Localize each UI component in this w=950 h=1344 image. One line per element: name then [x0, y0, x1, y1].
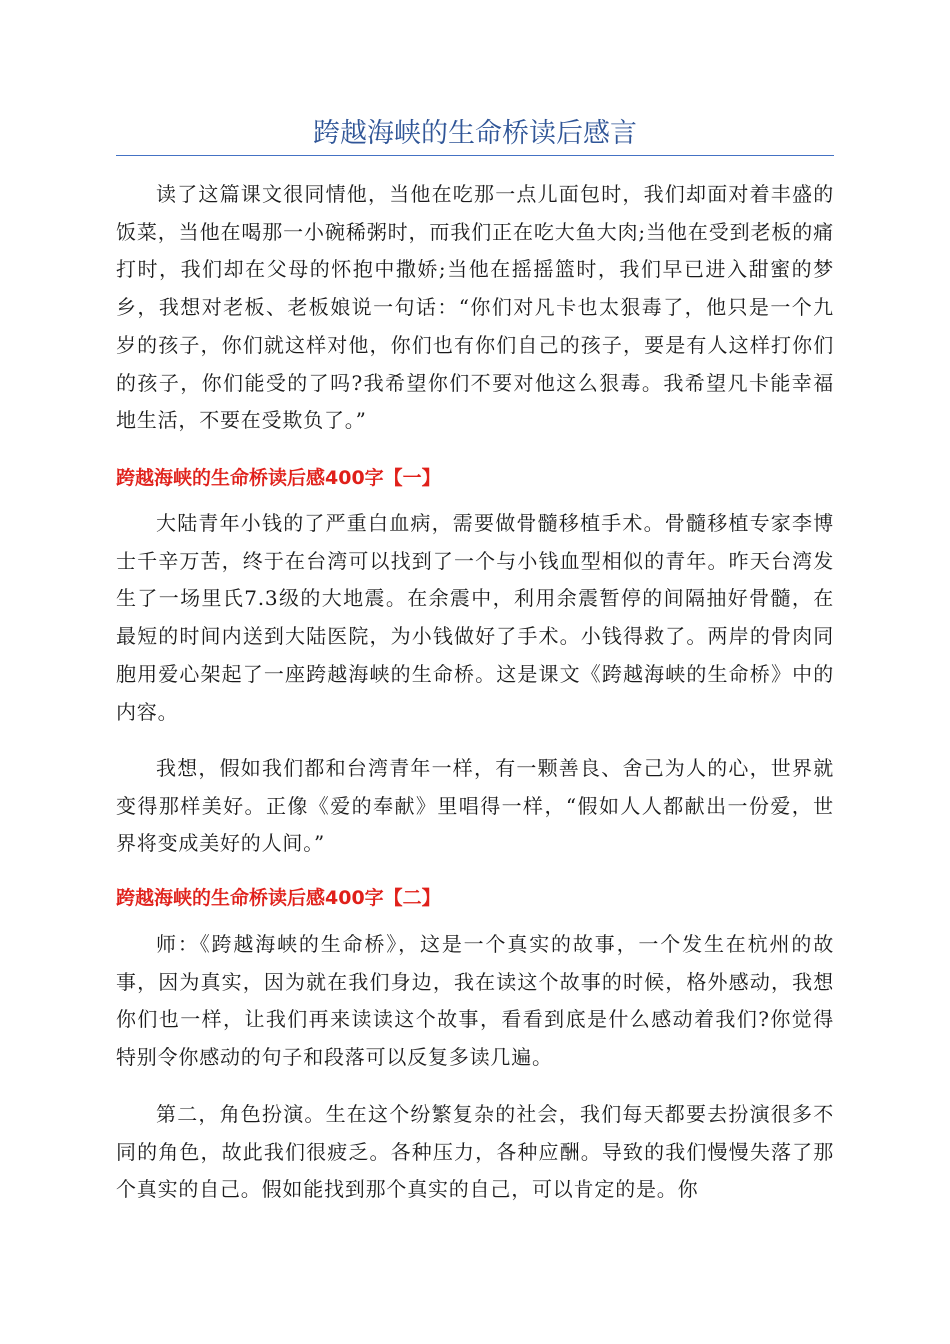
section-heading-1: 跨越海峡的生命桥读后感400字【一】 [116, 467, 441, 489]
section-1-paragraph-1: 大陆青年小钱的了严重白血病，需要做骨髓移植手术。骨髓移植专家李博士千辛万苦，终于在台湾可以找到了一个与小钱血型相似的青年。昨天台湾发生了一场里氏7.3级的大地震。在余震中，利用余震暂停的间隔抽好骨髓，在最短的时间内送到大陆医院，为小钱做好了手术。小钱得救了。两岸的骨肉同胞用爱心架起了一座跨越海峡的生命桥。这是课文《跨越海峡的生命桥》中的内容。 [116, 511, 834, 724]
section-heading-2: 跨越海峡的生命桥读后感400字【二】 [116, 887, 441, 909]
document-title: 跨越海峡的生命桥读后感言 [313, 118, 637, 149]
section-2-paragraph-2: 第二，角色扮演。生在这个纷繁复杂的社会，我们每天都要去扮演很多不同的角色，故此我们很疲乏。各种压力，各种应酬。导致的我们慢慢失落了那个真实的自己。假如能找到那个真实的自己，可以肯定的是。你 [116, 1102, 834, 1202]
section-1-paragraph-2: 我想，假如我们都和台湾青年一样，有一颗善良、舍己为人的心，世界就变得那样美好。正像《爱的奉献》里唱得一样，“假如人人都献出一份爱，世界将变成美好的人间。” [116, 756, 834, 856]
section-2-paragraph-1: 师：《跨越海峡的生命桥》，这是一个真实的故事，一个发生在杭州的故事，因为真实，因为就在我们身边，我在读这个故事的时候，格外感动，我想你们也一样，让我们再来读读这个故事，看看到底是什么感动着我们?你觉得特别令你感动的句子和段落可以反复多读几遍。 [116, 932, 834, 1070]
intro-paragraph: 读了这篇课文很同情他，当他在吃那一点儿面包时，我们却面对着丰盛的饭菜，当他在喝那一小碗稀粥时，而我们正在吃大鱼大肉;当他在受到老板的痛打时，我们却在父母的怀抱中撒娇;当他在摇摇篮时，我们早已进入甜蜜的梦乡，我想对老板、老板娘说一句话：“你们对凡卡也太狠毒了，他只是一个九岁的孩子，你们就这样对他，你们也有你们自己的孩子，要是有人这样打你们的孩子，你们能受的了吗?我希望你们不要对他这么狠毒。我希望凡卡能幸福地生活，不要在受欺负了。” [116, 182, 834, 433]
title-underline [116, 155, 834, 156]
